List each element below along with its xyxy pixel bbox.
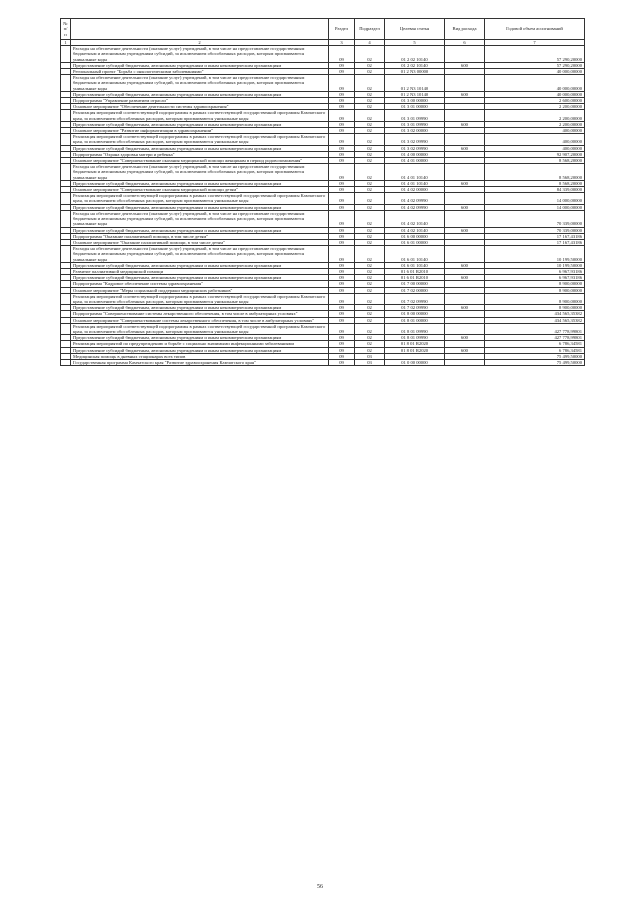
- table-header-row: [61, 19, 585, 40]
- row-exp-type: 600: [445, 204, 485, 210]
- row-amount: 8 900,00000: [485, 293, 585, 304]
- table-row: [61, 293, 585, 304]
- row-section: 09: [329, 145, 355, 151]
- row-name: Расходы на обеспечение деятельности (оказание услуг) учреждений, в том числе на предоставление государственным бюджетным и автономным учреждениям субсидий, за исключением обособленных расходов, которым присваиваются уникальные коды: [71, 210, 329, 227]
- row-section: 09: [329, 98, 355, 104]
- row-amount: 400,00000: [485, 134, 585, 145]
- row-exp-type: 600: [445, 121, 485, 127]
- row-name: Предоставление субсидий бюджетным, автономным учреждениям и иным некоммерческим организациям: [71, 347, 329, 353]
- col-header-target: Целевая статья: [385, 19, 445, 40]
- table-row: [61, 323, 585, 334]
- row-target: 01 7 02 09990: [385, 293, 445, 304]
- row-subsection: 02: [355, 317, 385, 323]
- row-target: 01 6 00 00000: [385, 233, 445, 239]
- row-num: [61, 134, 71, 145]
- row-target: 01 3 02 00000: [385, 128, 445, 134]
- row-name: Расходы на обеспечение деятельности (оказание услуг) учреждений, в том числе на предоставление государственным бюджетным и автономным учреждениям субсидий, за исключением обособленных расходов, которым присваиваются уникальные коды: [71, 164, 329, 181]
- row-exp-type: 600: [445, 62, 485, 68]
- row-num: [61, 193, 71, 204]
- row-name: Предоставление субсидий бюджетным, автономным учреждениям и иным некоммерческим организациям: [71, 335, 329, 341]
- row-exp-type: 600: [445, 180, 485, 186]
- row-section: 09: [329, 239, 355, 245]
- page-number: 56: [317, 884, 323, 890]
- row-subsection: 02: [355, 98, 385, 104]
- row-target: 01 3 01 09990: [385, 110, 445, 121]
- row-exp-type: [445, 359, 485, 365]
- col-header-section: Раздел: [329, 19, 355, 40]
- row-name: Основное мероприятие "Обеспечение деятельности системы здравоохранения": [71, 104, 329, 110]
- row-section: 09: [329, 46, 355, 63]
- column-index: 2: [71, 40, 329, 46]
- table-row: [61, 210, 585, 227]
- row-subsection: 02: [355, 62, 385, 68]
- row-subsection: 02: [355, 210, 385, 227]
- row-target: 01 4 01 10140: [385, 164, 445, 181]
- row-target: 01 7 02 09990: [385, 305, 445, 311]
- row-section: 09: [329, 164, 355, 181]
- row-subsection: 02: [355, 193, 385, 204]
- row-section: 09: [329, 293, 355, 304]
- row-amount: 2 600,00000: [485, 98, 585, 104]
- row-target: 01 3 00 00000: [385, 98, 445, 104]
- row-name: Подпрограмма "Оказание паллиативной помощи, в том числе детям": [71, 233, 329, 239]
- column-index: 6: [445, 40, 485, 46]
- row-amount: 6 786,34581: [485, 341, 585, 347]
- row-target: 01 2 N3 10140: [385, 75, 445, 92]
- row-target: 01 2 02 10140: [385, 46, 445, 63]
- row-name: Предоставление субсидий бюджетным, автономным учреждениям и иным некоммерческим организациям: [71, 262, 329, 268]
- row-subsection: 02: [355, 335, 385, 341]
- row-subsection: 02: [355, 91, 385, 97]
- col-header-exp-type: Вид расхода: [445, 19, 485, 40]
- row-section: 09: [329, 305, 355, 311]
- row-subsection: 02: [355, 275, 385, 281]
- row-subsection: 03: [355, 359, 385, 365]
- row-num: [61, 359, 71, 365]
- row-section: 09: [329, 134, 355, 145]
- row-subsection: 02: [355, 268, 385, 274]
- row-amount: 40 000,00000: [485, 91, 585, 97]
- row-name: Расходы на обеспечение деятельности (оказание услуг) учреждений, в том числе на предоставление государственным бюджетным и автономным учреждениям субсидий, за исключением обособленных расходов, которым присваиваются уникальные коды: [71, 75, 329, 92]
- row-num: [61, 164, 71, 181]
- row-name: Основное мероприятие "Развитие информатизации в здравоохранении": [71, 128, 329, 134]
- row-section: 09: [329, 268, 355, 274]
- row-name: Реализация мероприятий соответствующей подпрограммы в рамках соответствующей государственной программы Камчатского края, за исключением обособленных расходов, которым присваиваются уникальные коды: [71, 323, 329, 334]
- row-num: [61, 210, 71, 227]
- row-name: Подпрограмма "Кадровое обеспечение системы здравоохранения": [71, 281, 329, 287]
- row-subsection: 02: [355, 180, 385, 186]
- row-exp-type: [445, 75, 485, 92]
- row-subsection: 02: [355, 151, 385, 157]
- row-target: 01 6 01 R2010: [385, 268, 445, 274]
- row-num: [61, 46, 71, 63]
- row-amount: 400,00000: [485, 128, 585, 134]
- row-exp-type: [445, 323, 485, 334]
- row-amount: 84 339,00000: [485, 187, 585, 193]
- row-section: 09: [329, 275, 355, 281]
- column-index: 7: [485, 40, 585, 46]
- row-target: 01 0 00 00000: [385, 359, 445, 365]
- row-name: Основное мероприятие "Совершенствование оказания медицинской помощи женщинам в период родовспоможения": [71, 158, 329, 164]
- col-header-subsection: Подраздел: [355, 19, 385, 40]
- row-exp-type: [445, 46, 485, 63]
- row-target: 01 4 01 00000: [385, 158, 445, 164]
- row-name: Основное мероприятие "Совершенствование системы лекарственного обеспечения, в том числе в амбулаторных условиях": [71, 317, 329, 323]
- row-amount: 57 290,20000: [485, 46, 585, 63]
- row-target: 01 6 01 R2010: [385, 275, 445, 281]
- table-row: [61, 46, 585, 63]
- table-row: [61, 134, 585, 145]
- row-section: 09: [329, 317, 355, 323]
- row-amount: 434 565,35382: [485, 311, 585, 317]
- row-amount: 14 000,00000: [485, 204, 585, 210]
- row-amount: 40 000,00000: [485, 69, 585, 75]
- row-section: 09: [329, 287, 355, 293]
- row-target: 01 4 02 09990: [385, 204, 445, 210]
- row-subsection: 02: [355, 311, 385, 317]
- row-section: 09: [329, 158, 355, 164]
- row-target: 01 2 02 10140: [385, 62, 445, 68]
- row-target: 01 4 02 10140: [385, 210, 445, 227]
- row-target: 01 8 01 09990: [385, 335, 445, 341]
- row-section: 09: [329, 75, 355, 92]
- row-subsection: 02: [355, 46, 385, 63]
- row-amount: 6 786,34581: [485, 347, 585, 353]
- row-amount: 6 967,93186: [485, 268, 585, 274]
- row-subsection: 02: [355, 110, 385, 121]
- table-row: [61, 246, 585, 263]
- row-name: Основное мероприятие "Оказание паллиативной помощи, в том числе детям": [71, 239, 329, 245]
- row-target: 01 6 01 10140: [385, 246, 445, 263]
- row-target: 01 2 N3 10140: [385, 91, 445, 97]
- col-header-num: № п/п: [61, 19, 71, 40]
- row-exp-type: 600: [445, 262, 485, 268]
- row-amount: 427 778,99801: [485, 323, 585, 334]
- row-section: 09: [329, 341, 355, 347]
- row-num: [61, 246, 71, 263]
- row-amount: 8 568,20000: [485, 164, 585, 181]
- row-target: 01 7 02 00000: [385, 287, 445, 293]
- row-section: 09: [329, 281, 355, 287]
- row-name: Медицинская помощь в дневных стационарах всех типов: [71, 353, 329, 359]
- row-name: Расходы на обеспечение деятельности (оказание услуг) учреждений, в том числе на предоставление государственным бюджетным и автономным учреждениям субсидий, за исключением обособленных расходов, которым присваиваются уникальные коды: [71, 246, 329, 263]
- row-section: 09: [329, 121, 355, 127]
- row-name: Предоставление субсидий бюджетным, автономным учреждениям и иным некоммерческим организациям: [71, 227, 329, 233]
- row-amount: 17 167,43186: [485, 233, 585, 239]
- row-exp-type: [445, 210, 485, 227]
- row-subsection: 02: [355, 239, 385, 245]
- row-num: [61, 323, 71, 334]
- row-amount: 8 568,20000: [485, 158, 585, 164]
- row-section: 09: [329, 347, 355, 353]
- row-section: 09: [329, 335, 355, 341]
- row-section: 09: [329, 262, 355, 268]
- row-name: Предоставление субсидий бюджетным, автономным учреждениям и иным некоммерческим организациям: [71, 180, 329, 186]
- row-section: 09: [329, 359, 355, 365]
- row-subsection: 02: [355, 69, 385, 75]
- row-target: 01 8 01 09990: [385, 323, 445, 334]
- row-subsection: 02: [355, 246, 385, 263]
- row-amount: 10 199,50000: [485, 262, 585, 268]
- row-target: 01 8 01 R2020: [385, 341, 445, 347]
- table-row: [61, 110, 585, 121]
- row-target: 01 3 02 09990: [385, 145, 445, 151]
- row-amount: 434 565,35382: [485, 317, 585, 323]
- row-section: 09: [329, 323, 355, 334]
- row-amount: 70 339,00000: [485, 210, 585, 227]
- row-amount: 57 290,20000: [485, 62, 585, 68]
- row-target: 01 3 01 09990: [385, 121, 445, 127]
- row-name: Реализация мероприятий соответствующей подпрограммы в рамках соответствующей государственной программы Камчатского края, за исключением обособленных расходов, которым присваиваются уникальные коды: [71, 193, 329, 204]
- table-body: [61, 46, 585, 366]
- table-row: [61, 75, 585, 92]
- row-amount: 400,00000: [485, 145, 585, 151]
- row-section: 09: [329, 227, 355, 233]
- row-section: 09: [329, 204, 355, 210]
- row-name: Предоставление субсидий бюджетным, автономным учреждениям и иным некоммерческим организациям: [71, 305, 329, 311]
- row-target: 01 4 01 10140: [385, 180, 445, 186]
- row-name: Подпрограмма "Управление развитием отрасли": [71, 98, 329, 104]
- col-header-name: [71, 19, 329, 40]
- row-subsection: 02: [355, 305, 385, 311]
- row-subsection: 03: [355, 353, 385, 359]
- row-amount: 75 499,50000: [485, 353, 585, 359]
- row-subsection: 02: [355, 134, 385, 145]
- row-target: 01 8 01 00000: [385, 317, 445, 323]
- row-subsection: 02: [355, 187, 385, 193]
- row-target: 01 6 01 10140: [385, 262, 445, 268]
- row-section: 09: [329, 91, 355, 97]
- row-subsection: 02: [355, 262, 385, 268]
- row-exp-type: [445, 164, 485, 181]
- row-subsection: 02: [355, 121, 385, 127]
- row-section: 09: [329, 193, 355, 204]
- table-row: [61, 193, 585, 204]
- row-amount: 2 200,00000: [485, 104, 585, 110]
- row-section: 09: [329, 128, 355, 134]
- row-name: Предоставление субсидий бюджетным, автономным учреждениям и иным некоммерческим организациям: [71, 91, 329, 97]
- row-exp-type: [445, 193, 485, 204]
- row-section: 09: [329, 110, 355, 121]
- row-subsection: 02: [355, 233, 385, 239]
- row-subsection: 02: [355, 293, 385, 304]
- row-exp-type: 600: [445, 91, 485, 97]
- row-name: Реализация мероприятий по предупреждению и борьбе с социально значимыми инфекционными заболеваниями: [71, 341, 329, 347]
- row-subsection: 02: [355, 287, 385, 293]
- column-index: 4: [355, 40, 385, 46]
- row-name: Основное мероприятие "Меры социальной поддержки медицинских работников": [71, 287, 329, 293]
- row-section: 09: [329, 69, 355, 75]
- budget-table: [60, 18, 585, 366]
- row-name: Реализация мероприятий соответствующей подпрограммы в рамках соответствующей государственной программы Камчатского края, за исключением обособленных расходов, которым присваиваются уникальные коды: [71, 110, 329, 121]
- row-name: Реализация мероприятий соответствующей подпрограммы в рамках соответствующей государственной программы Камчатского края, за исключением обособленных расходов, которым присваиваются уникальные коды: [71, 293, 329, 304]
- row-name: Подпрограмма "Совершенствование системы лекарственного обеспечения, в том числе в амбулаторных условиях": [71, 311, 329, 317]
- row-exp-type: [445, 293, 485, 304]
- row-section: 09: [329, 62, 355, 68]
- row-amount: 14 000,00000: [485, 193, 585, 204]
- row-exp-type: 600: [445, 227, 485, 233]
- row-num: [61, 293, 71, 304]
- row-section: 09: [329, 187, 355, 193]
- row-amount: 8 900,00000: [485, 281, 585, 287]
- row-section: 09: [329, 246, 355, 263]
- row-amount: 17 167,43186: [485, 239, 585, 245]
- row-subsection: 02: [355, 128, 385, 134]
- row-amount: 2 200,00000: [485, 110, 585, 121]
- row-target: 01 4 02 09990: [385, 193, 445, 204]
- row-name: Предоставление субсидий бюджетным, автономным учреждениям и иным некоммерческим организациям: [71, 145, 329, 151]
- row-subsection: 02: [355, 164, 385, 181]
- row-section: 09: [329, 233, 355, 239]
- row-num: [61, 75, 71, 92]
- row-exp-type: [445, 246, 485, 263]
- row-exp-type: 600: [445, 347, 485, 353]
- row-name: Предоставление субсидий бюджетным, автономным учреждениям и иным некоммерческим организациям: [71, 62, 329, 68]
- row-name: Государственная программа Камчатского края "Развитие здравоохранения Камчатского края": [71, 359, 329, 365]
- row-subsection: 02: [355, 145, 385, 151]
- row-target: 01 8 00 00000: [385, 311, 445, 317]
- row-name: Предоставление субсидий бюджетным, автономным учреждениям и иным некоммерческим организациям: [71, 121, 329, 127]
- row-name: Региональный проект "Борьба с онкологическими заболеваниями": [71, 69, 329, 75]
- row-name: Основное мероприятие "Совершенствование оказания медицинской помощи детям": [71, 187, 329, 193]
- row-amount: 92 907,20000: [485, 151, 585, 157]
- row-name: Предоставление субсидий бюджетным, автономным учреждениям и иным некоммерческим организациям: [71, 275, 329, 281]
- row-amount: 6 967,93186: [485, 275, 585, 281]
- row-subsection: 02: [355, 104, 385, 110]
- row-target: 01 4 00 00000: [385, 151, 445, 157]
- row-amount: 8 900,00000: [485, 305, 585, 311]
- row-exp-type: 600: [445, 335, 485, 341]
- row-section: 09: [329, 311, 355, 317]
- row-amount: 75 499,50000: [485, 359, 585, 365]
- row-amount: 8 900,00000: [485, 287, 585, 293]
- row-subsection: 02: [355, 347, 385, 353]
- row-exp-type: [445, 110, 485, 121]
- row-subsection: 02: [355, 75, 385, 92]
- column-index: 5: [385, 40, 445, 46]
- row-amount: 40 000,00000: [485, 75, 585, 92]
- row-name: Реализация мероприятий соответствующей подпрограммы в рамках соответствующей государственной программы Камчатского края, за исключением обособленных расходов, которым присваиваются уникальные коды: [71, 134, 329, 145]
- row-amount: 8 568,20000: [485, 180, 585, 186]
- row-subsection: 02: [355, 158, 385, 164]
- row-subsection: 02: [355, 281, 385, 287]
- col-header-amount: Годовой объем ассигнований: [485, 19, 585, 40]
- row-name: Подпрограмма "Охрана здоровья матери и ребенка": [71, 151, 329, 157]
- row-target: 01 6 01 00000: [385, 239, 445, 245]
- row-num: [61, 110, 71, 121]
- row-target: 01 2 N3 00000: [385, 69, 445, 75]
- column-index: 3: [329, 40, 355, 46]
- row-target: 01 4 02 00000: [385, 187, 445, 193]
- row-name: Расходы на обеспечение деятельности (оказание услуг) учреждений, в том числе на предоставление государственным бюджетным и автономным учреждениям субсидий, за исключением обособленных расходов, которым присваиваются уникальные коды: [71, 46, 329, 63]
- table-row: [61, 164, 585, 181]
- row-section: 09: [329, 210, 355, 227]
- row-amount: 10 199,50000: [485, 246, 585, 263]
- row-amount: 70 339,00000: [485, 227, 585, 233]
- row-subsection: 02: [355, 227, 385, 233]
- row-section: 09: [329, 104, 355, 110]
- row-section: 09: [329, 151, 355, 157]
- row-exp-type: 600: [445, 275, 485, 281]
- row-exp-type: 600: [445, 305, 485, 311]
- row-section: 09: [329, 180, 355, 186]
- row-name: Предоставление субсидий бюджетным, автономным учреждениям и иным некоммерческим организациям: [71, 204, 329, 210]
- row-target: 01 3 01 00000: [385, 104, 445, 110]
- row-subsection: 02: [355, 204, 385, 210]
- row-target: 01 4 02 10140: [385, 227, 445, 233]
- row-name: Развитие паллиативной медицинской помощи: [71, 268, 329, 274]
- row-amount: 2 200,00000: [485, 121, 585, 127]
- table-row: [61, 359, 585, 365]
- row-target: 01 8 01 R2020: [385, 347, 445, 353]
- row-subsection: 02: [355, 341, 385, 347]
- row-exp-type: [445, 134, 485, 145]
- row-amount: 427 778,99801: [485, 335, 585, 341]
- row-section: 09: [329, 353, 355, 359]
- row-target: 01 7 00 00000: [385, 281, 445, 287]
- row-subsection: 02: [355, 323, 385, 334]
- row-exp-type: 600: [445, 145, 485, 151]
- column-index: 1: [61, 40, 71, 46]
- row-target: 01 3 02 09990: [385, 134, 445, 145]
